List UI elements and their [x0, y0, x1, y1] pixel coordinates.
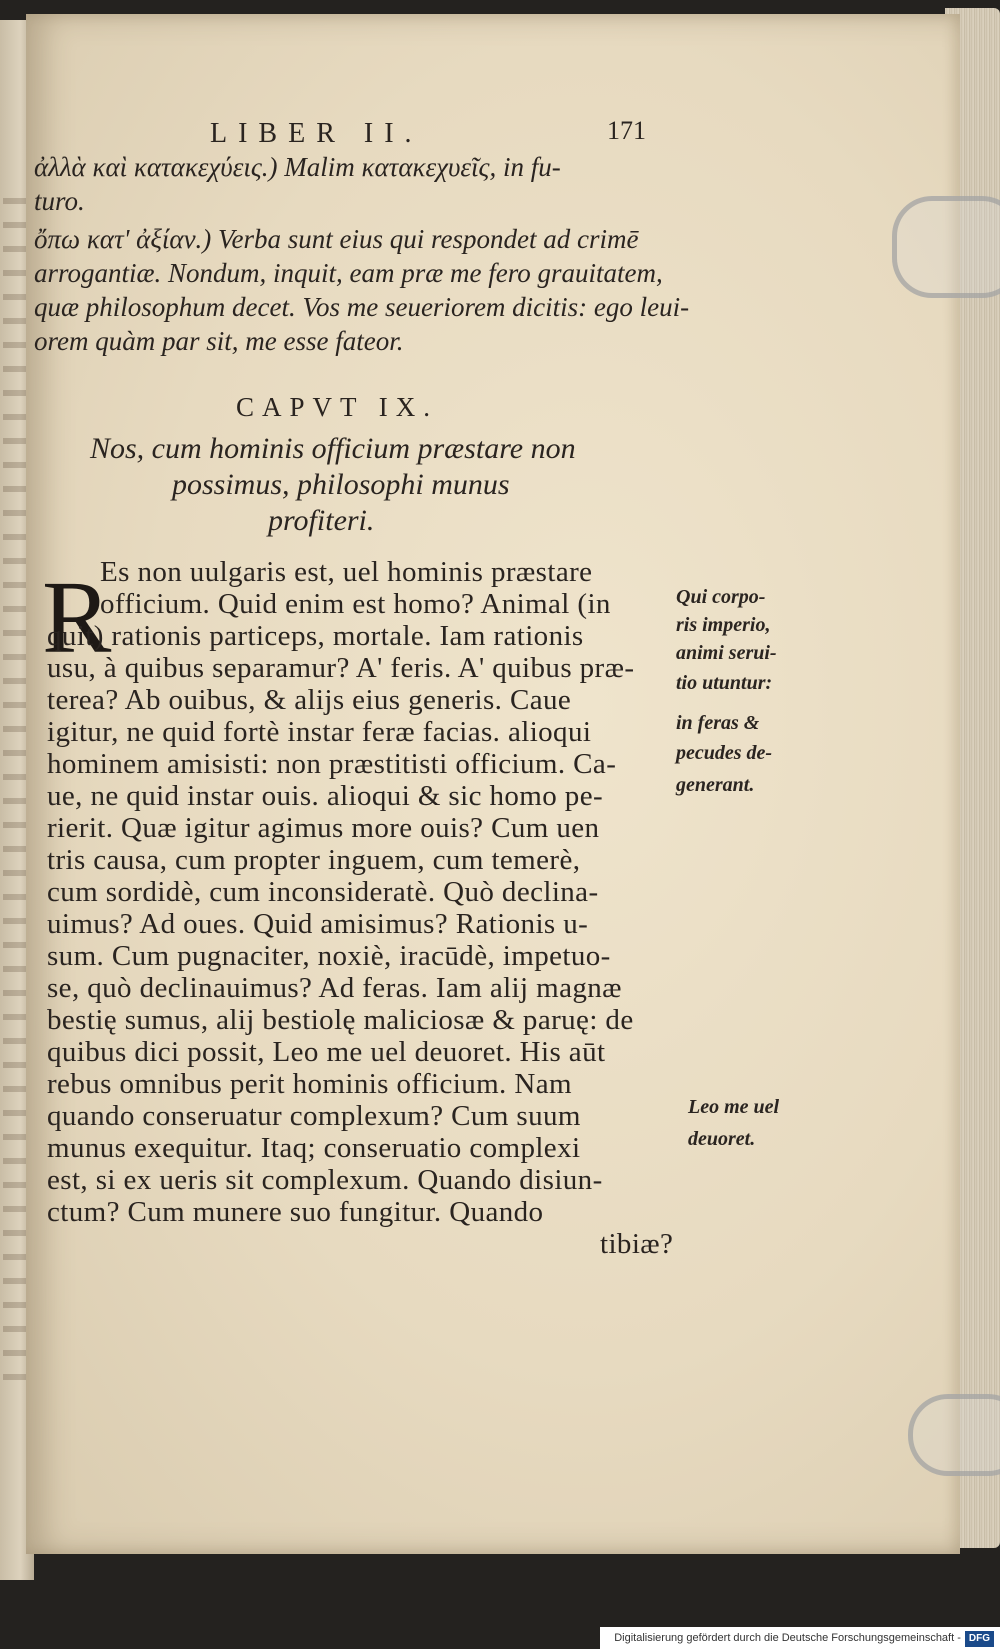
body-line: ctum? Cum munere suo fungitur. Quando: [47, 1196, 544, 1228]
drop-cap: R: [42, 560, 112, 675]
body-line: rebus omnibus perit hominis officium. Nam: [47, 1068, 572, 1100]
margin-note-line: tio utuntur:: [676, 672, 773, 694]
body-line: terea? Ab ouibus, & alijs eius generis. Caue: [47, 684, 572, 716]
margin-note-line: Qui corpo-: [676, 586, 766, 608]
note-line: ἀλλὰ καὶ κατακεχύεις.) Malim κατακεχυεῖς, in fu-: [34, 152, 561, 182]
body-line: tris causa, cum propter inguem, cum temerè,: [47, 844, 581, 876]
body-line: officium. Quid enim est homo? Animal (in: [100, 588, 611, 620]
body-line: usu, à quibus separamur? A' feris. A' quibus præ-: [47, 652, 635, 684]
body-line: rierit. Quæ igitur agimus more ouis? Cum uen: [47, 812, 600, 844]
note-line: orem quàm par sit, me esse fateor.: [34, 326, 404, 356]
body-line: sum. Cum pugnaciter, noxiè, iracūdè, impetuo-: [47, 940, 611, 972]
body-line: cum sordidè, cum inconsideratè. Quò declina-: [47, 876, 599, 908]
running-head: LIBER II.: [210, 118, 423, 149]
page-number: 171: [607, 116, 646, 145]
body-line: quando conseruatur complexum? Cum suum: [47, 1100, 581, 1132]
note-line: ὄπω κατ' ἀξίαν.) Verba sunt eius qui respondet ad crimē: [34, 224, 639, 254]
chapter-subtitle-line: possimus, philosophi munus: [172, 468, 510, 501]
note-line: arrogantiæ. Nondum, inquit, eam præ me fero grauitatem,: [34, 258, 663, 288]
body-line: est, si ex ueris sit complexum. Quando disiun-: [47, 1164, 603, 1196]
body-line: quit) rationis particeps, mortale. Iam rationis: [47, 620, 584, 652]
note-line: quæ philosophum decet. Vos me seueriorem dicitis: ego leui-: [34, 292, 690, 322]
chapter-subtitle-line: profiteri.: [268, 504, 375, 537]
margin-note-line: in feras &: [676, 712, 760, 734]
body-line: ue, ne quid instar ouis. alioqui & sic homo pe-: [47, 780, 604, 812]
note-line: turo.: [34, 186, 85, 216]
margin-note-line: animi serui-: [676, 642, 777, 664]
catchword: tibiæ?: [600, 1228, 674, 1260]
body-line: uimus? Ad oues. Quid amisimus? Rationis u-: [47, 908, 589, 940]
body-line: bestię sumus, alij bestiolę maliciosæ & paruę: de: [47, 1004, 634, 1036]
margin-note-line: generant.: [676, 774, 755, 796]
body-line: se, quò declinauimus? Ad feras. Iam alij magnæ: [47, 972, 622, 1004]
chapter-subtitle-line: Nos, cum hominis officium præstare non: [90, 432, 576, 465]
chapter-heading: CAPVT IX.: [236, 392, 439, 422]
paper-clip-icon: [892, 196, 1000, 298]
body-line: hominem amisisti: non præstitisti officium. Ca-: [47, 748, 617, 780]
margin-note-line: Leo me uel: [688, 1096, 780, 1118]
paper-clip-icon: [908, 1394, 1000, 1476]
margin-note-line: pecudes de-: [676, 742, 773, 764]
body-line: igitur, ne quid fortè instar feræ facias. alioqui: [47, 716, 592, 748]
dfg-logo: DFG: [965, 1631, 994, 1647]
digitization-credit: [600, 1627, 1000, 1649]
credit-text: Digitalisierung gefördert durch die Deutsche Forschungsgemeinschaft -: [614, 1632, 961, 1644]
margin-note-line: deuoret.: [688, 1128, 756, 1150]
body-line: munus exequitur. Itaq; conseruatio complexi: [47, 1132, 581, 1164]
margin-note-line: ris imperio,: [676, 614, 771, 636]
body-line: quibus dici possit, Leo me uel deuoret. His aūt: [47, 1036, 606, 1068]
body-line: Es non uulgaris est, uel hominis præstare: [100, 556, 593, 588]
